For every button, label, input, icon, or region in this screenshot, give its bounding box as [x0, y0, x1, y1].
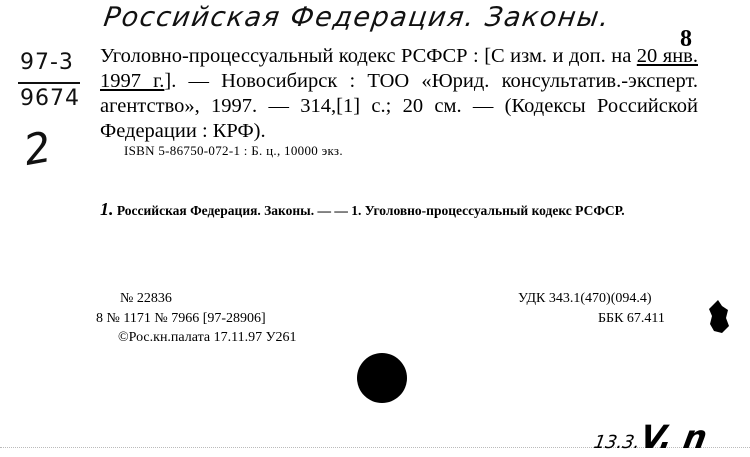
punch-hole [357, 353, 407, 403]
subject-marker: 1. [100, 199, 114, 219]
margin-call-number-top: 97-3 [20, 50, 74, 75]
entry-date-underlined: 20 янв. 1997 г. [100, 45, 698, 92]
copyright-line: ©Рос.кн.палата 17.11.97 У261 [118, 330, 297, 345]
bibliographic-entry [100, 44, 698, 144]
subject-heading [100, 200, 696, 220]
handwritten-bottom-note [592, 418, 710, 456]
margin-divider-line [18, 82, 80, 84]
subject-text: Российская Федерация. Законы. — — 1. Уголовно-процессуальный кодекс РСФСР. [116, 203, 625, 218]
margin-call-number-middle: 9674 [20, 86, 80, 111]
registration-number: № 22836 [120, 291, 172, 306]
entry-title-part2: ]. — Новосибирск : ТОО «Юрид. консультатив.-эксперт. агентство», 1997. — 314,[1] с.; 20 см. — (Кодексы Российской Федерации : КРФ). [100, 70, 698, 142]
isbn-line: ISBN 5-86750-072-1 : Б. ц., 10000 экз. [124, 143, 343, 158]
udk-code: УДК 343.1(470)(094.4) [518, 291, 652, 306]
entry-title-part1: Уголовно-процессуальный кодекс РСФСР : [С изм. и доп. на [100, 45, 637, 67]
margin-handwritten-mark: 2 [19, 122, 55, 175]
handwritten-date: 13.3. [592, 432, 642, 453]
corner-number: 8 [680, 26, 692, 52]
handwritten-signature: V. n [637, 418, 711, 456]
book-chamber-line: 8 № 1171 № 7966 [97-28906] [96, 311, 266, 326]
ink-blot [708, 300, 730, 334]
handwritten-header: Российская Федерация. Законы. [101, 2, 613, 33]
bbk-code: ББК 67.411 [598, 311, 665, 326]
